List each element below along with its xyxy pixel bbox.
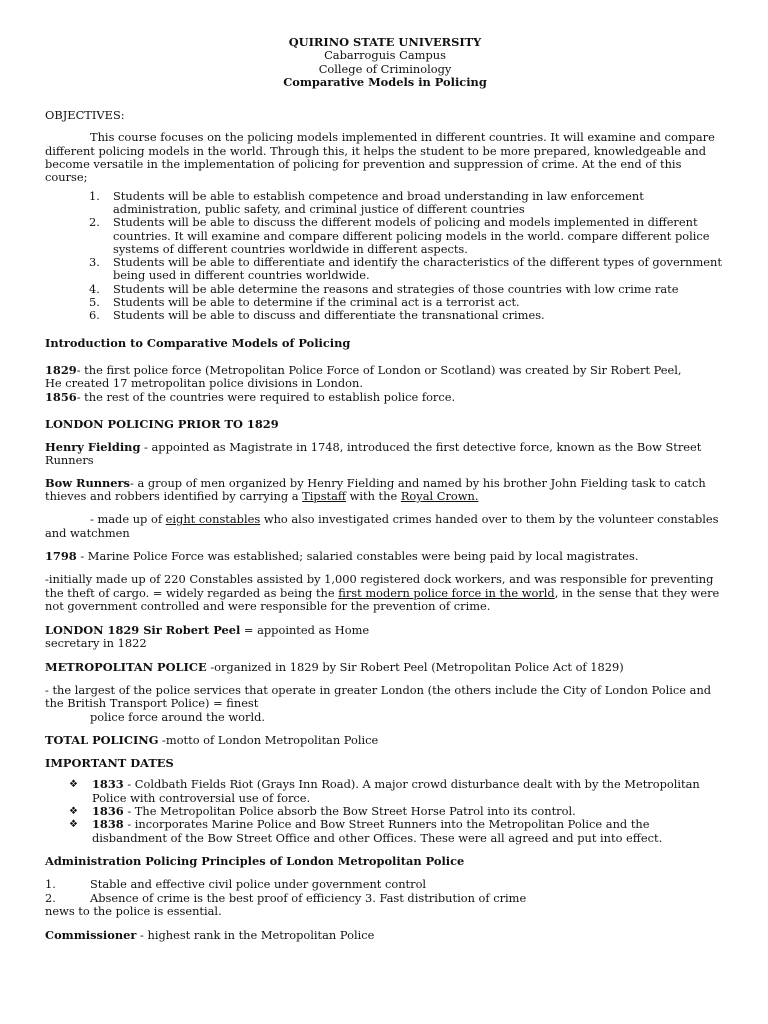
important-dates-list — [45, 778, 725, 844]
commissioner-entry — [45, 929, 725, 942]
peel-entry — [45, 624, 725, 637]
objective-number: 5. — [89, 295, 100, 310]
objective-text: Students will be able to establish competence and broad understanding in law enforcement administration, public safety, and criminal justice of different countries — [113, 188, 644, 216]
tipstaff-term: Tipstaff — [302, 489, 346, 504]
objective-item — [45, 283, 725, 296]
term-text: - highest rank in the Metropolitan Police — [136, 928, 375, 943]
principle-number: 1. — [45, 877, 56, 892]
year-label: 1833 — [92, 777, 124, 792]
principle-item-cont: news to the police is essential. — [45, 903, 222, 918]
entry-text: - the first police force (Metropolitan Police Force of London or Scotland) was created by Sir Robert Peel, — [76, 362, 682, 377]
term-label: METROPOLITAN POLICE — [45, 659, 207, 674]
date-item — [45, 805, 725, 818]
university-name: QUIRINO STATE UNIVERSITY — [288, 35, 482, 49]
date-text: - The Metropolitan Police absorb the Bow Street Horse Patrol into its control. — [123, 804, 576, 819]
entry-1829-cont: He created 17 metropolitan police divisions in London. — [45, 376, 363, 391]
term-text: - made up of — [90, 512, 166, 527]
entry-1856 — [45, 391, 725, 404]
bow-runners-entry — [45, 477, 725, 504]
year-label: 1838 — [92, 817, 124, 832]
initially-entry — [45, 573, 725, 613]
term-text: - appointed as Magistrate in 1748, introduced the first detective force, known as the Bow Street Runners — [45, 440, 702, 468]
objective-text: Students will be able to differentiate and identify the characteristics of the different types of government being used in different countries worldwide. — [113, 255, 722, 283]
principle-item — [45, 892, 725, 905]
term-text: -initially made up of 220 Constables assisted by 1,000 registered dock workers, and was responsible for preventing the theft of cargo. = widely regarded as being the — [45, 572, 714, 600]
term-text: with the — [346, 489, 401, 504]
objective-item — [45, 309, 725, 322]
first-modern-force-term: first modern police force in the world — [338, 585, 555, 600]
henry-fielding-entry — [45, 441, 725, 468]
principle-item — [45, 878, 725, 891]
term-text: = appointed as Home — [240, 623, 370, 638]
year-label: 1856 — [45, 389, 77, 404]
course-title: Comparative Models in Policing — [283, 74, 487, 89]
year-label: 1798 — [45, 548, 77, 563]
date-item — [45, 778, 725, 805]
objective-text: Students will be able to discuss the different models of policing and models implemented in different countries. It will examine and compare different policing models in the world. compare different police systems of different countries worldwide in different aspects. — [113, 215, 710, 256]
objectives-heading: OBJECTIVES: — [45, 108, 125, 123]
entry-text: - Marine Police Force was established; salaried constables were being paid by local magistrates. — [76, 548, 639, 563]
campus-name: Cabarroguis Campus — [324, 48, 446, 63]
objective-item — [45, 256, 725, 283]
entry-1829 — [45, 364, 725, 377]
diamond-bullet-icon: ❖ — [69, 806, 78, 818]
principle-text: Absence of crime is the best proof of efficiency 3. Fast distribution of crime — [90, 890, 527, 905]
term-label: LONDON 1829 Sir Robert Peel — [45, 623, 241, 638]
eight-constables-term: eight constables — [165, 512, 261, 527]
document-page — [45, 36, 725, 942]
principle-text: Stable and effective civil police under government control — [90, 877, 427, 892]
entry-1798 — [45, 550, 725, 563]
term-text: , in the sense that they were not government controlled and were responsible for the prevention of crime. — [45, 585, 720, 613]
term-text: - a group of men organized by Henry Fielding and named by his brother John Fielding task to catch thieves and robbers identified by carrying a — [45, 475, 706, 504]
diamond-bullet-icon: ❖ — [69, 779, 78, 791]
objective-number: 3. — [89, 255, 100, 270]
term-text: -organized in 1829 by Sir Robert Peel (Metropolitan Police Act of 1829) — [206, 659, 624, 674]
objectives-intro: This course focuses on the policing models implemented in different countries. It will examine and compare different policing models in the world. Through this, it helps the student to be more prepared, knowledgeable and become versatile in the implementation of policing for prevention and suppression of crime. At the end of this course; — [45, 130, 715, 185]
made-up-entry — [45, 513, 725, 540]
total-policing-entry — [45, 734, 725, 747]
document-header — [45, 36, 725, 89]
year-label: 1836 — [92, 804, 124, 819]
diamond-bullet-icon: ❖ — [69, 819, 78, 831]
royal-crown-term: Royal Crown. — [400, 489, 479, 504]
date-text: - Coldbath Fields Riot (Grays Inn Road). A major crowd disturbance dealt with by the Metropolitan Police with controversial use of force. — [92, 777, 700, 805]
met-finest-text: police force around the world. — [90, 709, 265, 724]
intro-heading: Introduction to Comparative Models of Policing — [45, 335, 351, 350]
objective-number: 2. — [89, 215, 100, 230]
term-label: TOTAL POLICING — [45, 732, 159, 747]
met-largest-text: - the largest of the police services that operate in greater London (the others include the City of London Police and the British Transport Police) = finest — [45, 682, 712, 711]
principles-heading: Administration Policing Principles of London Metropolitan Police — [45, 853, 465, 868]
peel-entry-cont: secretary in 1822 — [45, 636, 147, 651]
year-label: 1829 — [45, 362, 77, 377]
objective-item — [45, 296, 725, 309]
objective-text: Students will be able determine the reasons and strategies of those countries with low crime rate — [113, 281, 679, 296]
term-label: Henry Fielding — [45, 440, 141, 455]
term-text: -motto of London Metropolitan Police — [158, 732, 379, 747]
objective-item — [45, 216, 725, 256]
important-dates-heading: IMPORTANT DATES — [45, 756, 174, 771]
london-prior-heading: LONDON POLICING PRIOR TO 1829 — [45, 416, 279, 431]
objective-number: 1. — [89, 188, 100, 203]
objective-number: 6. — [89, 308, 100, 323]
met-police-entry — [45, 661, 725, 674]
college-name: College of Criminology — [318, 61, 452, 76]
term-label: Bow Runners — [45, 475, 130, 490]
principle-number: 2. — [45, 890, 56, 905]
date-text: - incorporates Marine Police and Bow Street Runners into the Metropolitan Police and the disbandment of the Bow Street Office and other Offices. These were all agreed and put into effect. — [92, 817, 663, 845]
term-text: who also investigated crimes handed over to them by the volunteer constables and watchmen — [45, 512, 719, 540]
term-label: Commissioner — [45, 928, 137, 943]
objective-text: Students will be able to determine if the criminal act is a terrorist act. — [113, 295, 520, 310]
objectives-list — [45, 190, 725, 323]
date-item — [45, 818, 725, 845]
entry-text: - the rest of the countries were required to establish police force. — [76, 389, 456, 404]
objective-item — [45, 190, 725, 217]
objective-text: Students will be able to discuss and differentiate the transnational crimes. — [113, 308, 545, 323]
objective-number: 4. — [89, 281, 100, 296]
